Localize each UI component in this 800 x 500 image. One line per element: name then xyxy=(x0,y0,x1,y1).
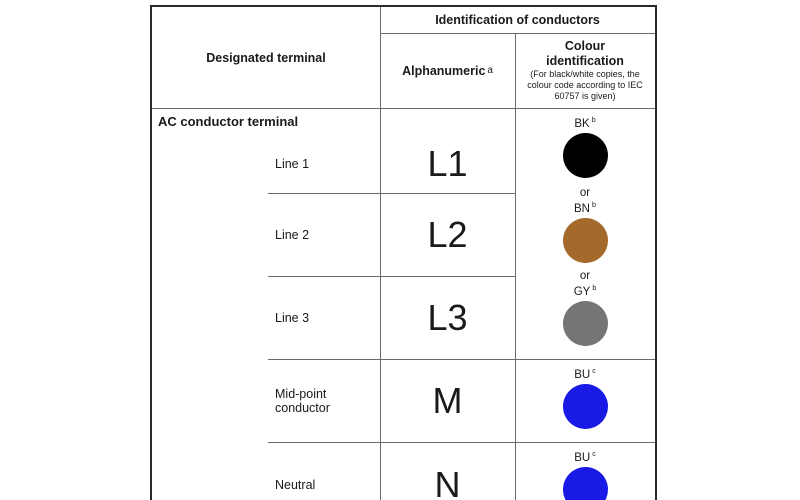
header-colour-identification xyxy=(515,33,655,108)
colour-code: BU xyxy=(574,368,591,381)
footnote-marker-b: b xyxy=(591,116,596,124)
colour-cell xyxy=(515,442,655,500)
colour-code-label xyxy=(574,450,596,464)
colour-code-label xyxy=(574,201,596,215)
alphanumeric-code: N xyxy=(434,463,461,500)
colour-code: GY xyxy=(573,285,591,298)
header-colour-identification-label: Colour identification xyxy=(546,39,624,68)
colour-swatch xyxy=(563,384,608,429)
footnote-marker-b: b xyxy=(592,201,596,209)
colour-code-label xyxy=(574,116,595,130)
colour-swatch xyxy=(563,301,608,346)
colour-code-label xyxy=(574,367,596,381)
terminal-label: Mid-point conductor xyxy=(275,386,330,415)
terminal-label: Neutral xyxy=(275,477,316,492)
colour-cell xyxy=(515,359,655,442)
colour-swatch xyxy=(563,467,608,500)
terminal-label: Line 2 xyxy=(275,227,310,242)
colour-code: BN xyxy=(574,202,590,215)
or-connector-label: or xyxy=(579,270,591,282)
footnote-marker-b: b xyxy=(592,284,597,292)
header-alphanumeric-label: Alphanumeric xyxy=(402,63,486,78)
section-header-ac-conductor-terminal: AC conductor terminal xyxy=(158,114,299,129)
table-inner xyxy=(152,7,655,500)
colour-swatch xyxy=(563,133,608,178)
conductor-identification-table xyxy=(150,5,657,500)
footnote-marker-a: a xyxy=(487,65,493,76)
header-identification-of-conductors: Identification of conductors xyxy=(435,13,600,27)
header-colour-identification-note: (For black/white copies, the colour code according to IEC 60757 is given) xyxy=(527,69,643,101)
footnote-marker-c: c xyxy=(592,450,596,458)
colour-swatch xyxy=(563,218,608,263)
or-connector-label: or xyxy=(579,187,591,199)
header-alphanumeric xyxy=(380,33,515,108)
terminal-label: Line 1 xyxy=(275,156,310,171)
alphanumeric-code: L2 xyxy=(427,213,468,255)
colour-code-label xyxy=(574,284,597,298)
alphanumeric-code: L3 xyxy=(427,296,468,338)
colour-code: BU xyxy=(574,451,591,464)
colour-cell xyxy=(515,193,655,276)
colour-code: BK xyxy=(574,117,590,130)
alphanumeric-code: L1 xyxy=(427,142,468,184)
header-designated-terminal: Designated terminal xyxy=(206,50,326,65)
terminal-label: Line 3 xyxy=(275,310,310,325)
colour-cell xyxy=(515,108,655,193)
colour-cell xyxy=(515,276,655,359)
alphanumeric-code: M xyxy=(432,379,463,421)
footnote-marker-c: c xyxy=(592,367,596,375)
